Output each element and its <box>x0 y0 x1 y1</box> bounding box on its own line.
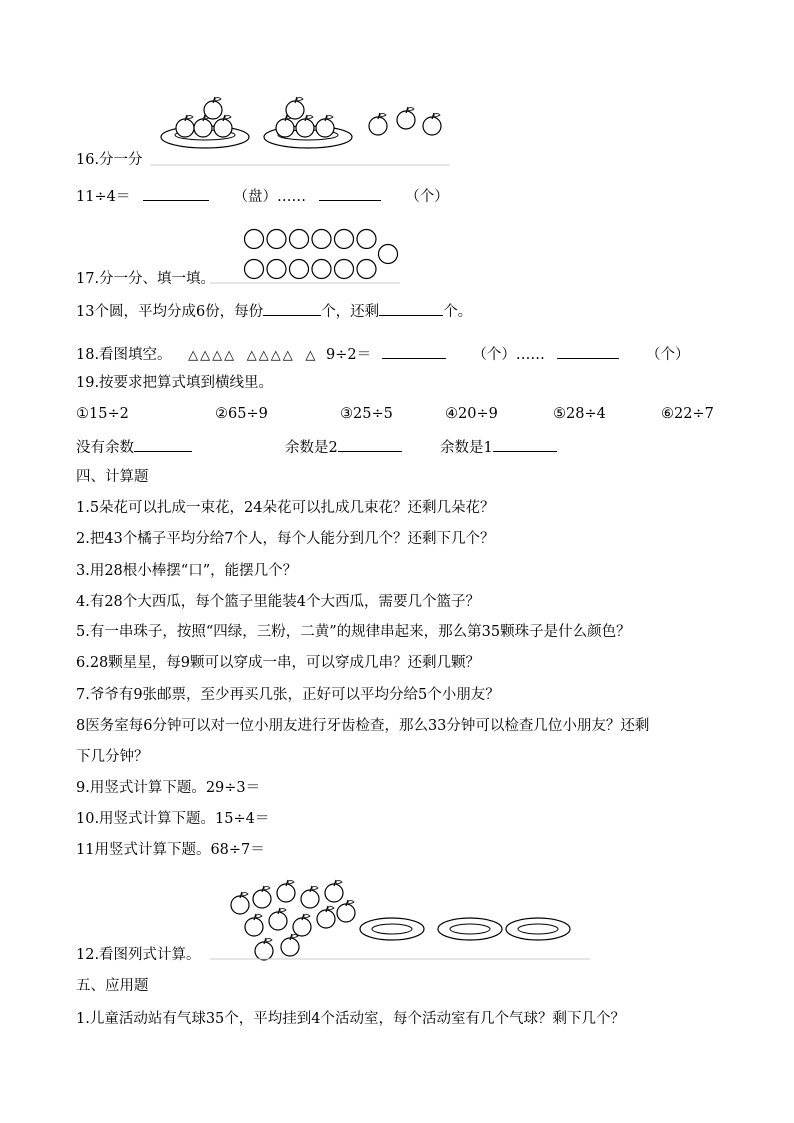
apple-icon <box>176 115 194 137</box>
circle-group <box>245 230 398 279</box>
apple-group <box>231 880 355 960</box>
circle-icon <box>290 230 309 249</box>
q18-label: 18.看图填空。 <box>76 347 172 363</box>
q19-category-1 <box>76 437 192 457</box>
apple-icon <box>231 892 249 914</box>
q19-label: 19.按要求把算式填到横线里。 <box>76 375 274 391</box>
circle-icon <box>357 260 376 279</box>
q18-unit-1: （个）…… <box>472 347 545 363</box>
apple-group <box>176 97 441 137</box>
q16-unit-2: （个） <box>405 189 449 205</box>
section-5-title: 五、应用题 <box>76 978 149 994</box>
circle-icon <box>379 245 398 264</box>
section-4-item-3: 3.用28根小棒摆“口”，能摆几个？ <box>76 563 298 579</box>
q17-label: 17.分一分、填一填。 <box>76 271 216 287</box>
section-4-item-4: 4.有28个大西瓜，每个篮子里能装4个大西瓜，需要几个篮子？ <box>76 594 481 610</box>
section-4-item-10: 10.用竖式计算下题。15÷4＝ <box>76 811 270 827</box>
q16-blank-1[interactable] <box>143 186 209 201</box>
circle-icon <box>245 230 264 249</box>
circle-icon <box>312 230 331 249</box>
apple-icon <box>397 107 415 129</box>
circle-icon <box>290 260 309 279</box>
circle-icon <box>335 230 354 249</box>
q19-blank-3[interactable] <box>493 437 557 452</box>
q19-blank-1[interactable] <box>134 437 192 452</box>
q17-blank-2[interactable] <box>379 301 443 316</box>
circle-icon <box>267 260 286 279</box>
section-4-item-6: 6.28颗星星，每9颗可以穿成一串，可以穿成几串？还剩几颗？ <box>76 655 481 671</box>
apple-icon <box>316 115 334 137</box>
circle-icon <box>357 230 376 249</box>
q19-option-2: ②65÷9 <box>215 406 268 422</box>
apple-icon <box>253 886 271 908</box>
apple-icon <box>277 880 295 902</box>
circle-icon <box>335 260 354 279</box>
apple-icon <box>325 880 343 902</box>
apple-icon <box>423 113 441 135</box>
q16-blank-2[interactable] <box>319 186 381 201</box>
section-5-item-1: 1.儿童活动站有气球35个，平均挂到4个活动室，每个活动室有几个气球？剩下几个？ <box>76 1011 626 1027</box>
q17-fill-line <box>76 301 472 321</box>
q17-text-b: 个，还剩 <box>321 304 380 320</box>
triangle-group-2: △△△△ <box>246 348 295 363</box>
section-4-item-9: 9.用竖式计算下题。29÷3＝ <box>76 780 261 796</box>
apple-icon <box>286 97 304 119</box>
q16-expression: 11÷4＝ <box>76 189 131 205</box>
q17-text-c: 个。 <box>443 304 473 320</box>
q19-category-2 <box>285 437 402 457</box>
apple-icon <box>204 97 222 119</box>
section-4-title: 四、计算题 <box>76 469 149 485</box>
q19-option-4: ④20÷9 <box>445 406 498 422</box>
q18-unit-2: （个） <box>646 347 690 363</box>
section-4-item-5: 5.有一串珠子，按照“四绿，三粉，二黄”的规律串起来，那么第35颗珠子是什么颜色？ <box>76 624 631 640</box>
q19-category-3 <box>440 437 557 457</box>
apple-icon <box>369 113 387 135</box>
q16-unit-1: （盘）…… <box>233 189 307 205</box>
q19-option-3: ③25÷5 <box>340 406 393 422</box>
q19-option-6: ⑥22÷7 <box>661 406 714 422</box>
q18-blank-1[interactable] <box>382 344 446 359</box>
apple-icon <box>337 900 355 922</box>
apple-icon <box>281 934 299 956</box>
circle-icon <box>267 230 286 249</box>
q17-circle-figure <box>240 225 410 285</box>
apple-icon <box>301 886 319 908</box>
section-4-item-8: 8医务室每6分钟可以对一位小朋友进行牙齿检查，那么33分钟可以检查几位小朋友？还剩 <box>76 718 650 734</box>
q19-option-1: ①15÷2 <box>76 406 129 422</box>
plate-2 <box>438 918 502 940</box>
q19-category-2-label: 余数是2 <box>285 440 338 456</box>
circle-icon <box>312 260 331 279</box>
section-4-item-1: 1.5朵花可以扎成一束花，24朵花可以扎成几束花？还剩几朵花？ <box>76 500 495 516</box>
q16-figure <box>150 92 450 167</box>
q18-blank-2[interactable] <box>557 344 619 359</box>
section-4-item-11: 11用竖式计算下题。68÷7＝ <box>76 842 265 858</box>
apple-icon <box>255 938 273 960</box>
circle-icon <box>245 260 264 279</box>
apple-icon <box>269 908 287 930</box>
q19-category-3-label: 余数是1 <box>440 440 493 456</box>
q17-blank-1[interactable] <box>263 301 321 316</box>
q16-label: 16.分一分 <box>76 152 143 168</box>
apple-icon <box>317 906 335 928</box>
triangle-single: △ <box>305 348 316 363</box>
section-4-item-7: 7.爷爷有9张邮票，至少再买几张，正好可以平均分给5个小朋友？ <box>76 687 500 703</box>
triangle-group-1: △△△△ <box>188 348 237 363</box>
q19-blank-2[interactable] <box>338 437 402 452</box>
q18-line <box>76 344 690 365</box>
q12-figure <box>210 877 590 962</box>
q12-label: 12.看图列式计算。 <box>76 947 201 963</box>
section-4-item-8-cont: 下几分钟？ <box>76 749 149 765</box>
q17-text-a: 13个圆，平均分成6份，每份 <box>76 304 264 320</box>
plate-3 <box>506 918 570 940</box>
q18-expression: 9÷2＝ <box>326 347 372 363</box>
plate-1 <box>360 918 424 940</box>
q19-option-5: ⑤28÷4 <box>553 406 606 422</box>
q16-answer-line <box>76 186 449 206</box>
section-4-item-2: 2.把43个橘子平均分给7个人，每个人能分到几个？还剩下几个？ <box>76 531 495 547</box>
apple-icon <box>245 914 263 936</box>
q19-category-1-label: 没有余数 <box>76 440 134 456</box>
apple-icon <box>293 914 311 936</box>
